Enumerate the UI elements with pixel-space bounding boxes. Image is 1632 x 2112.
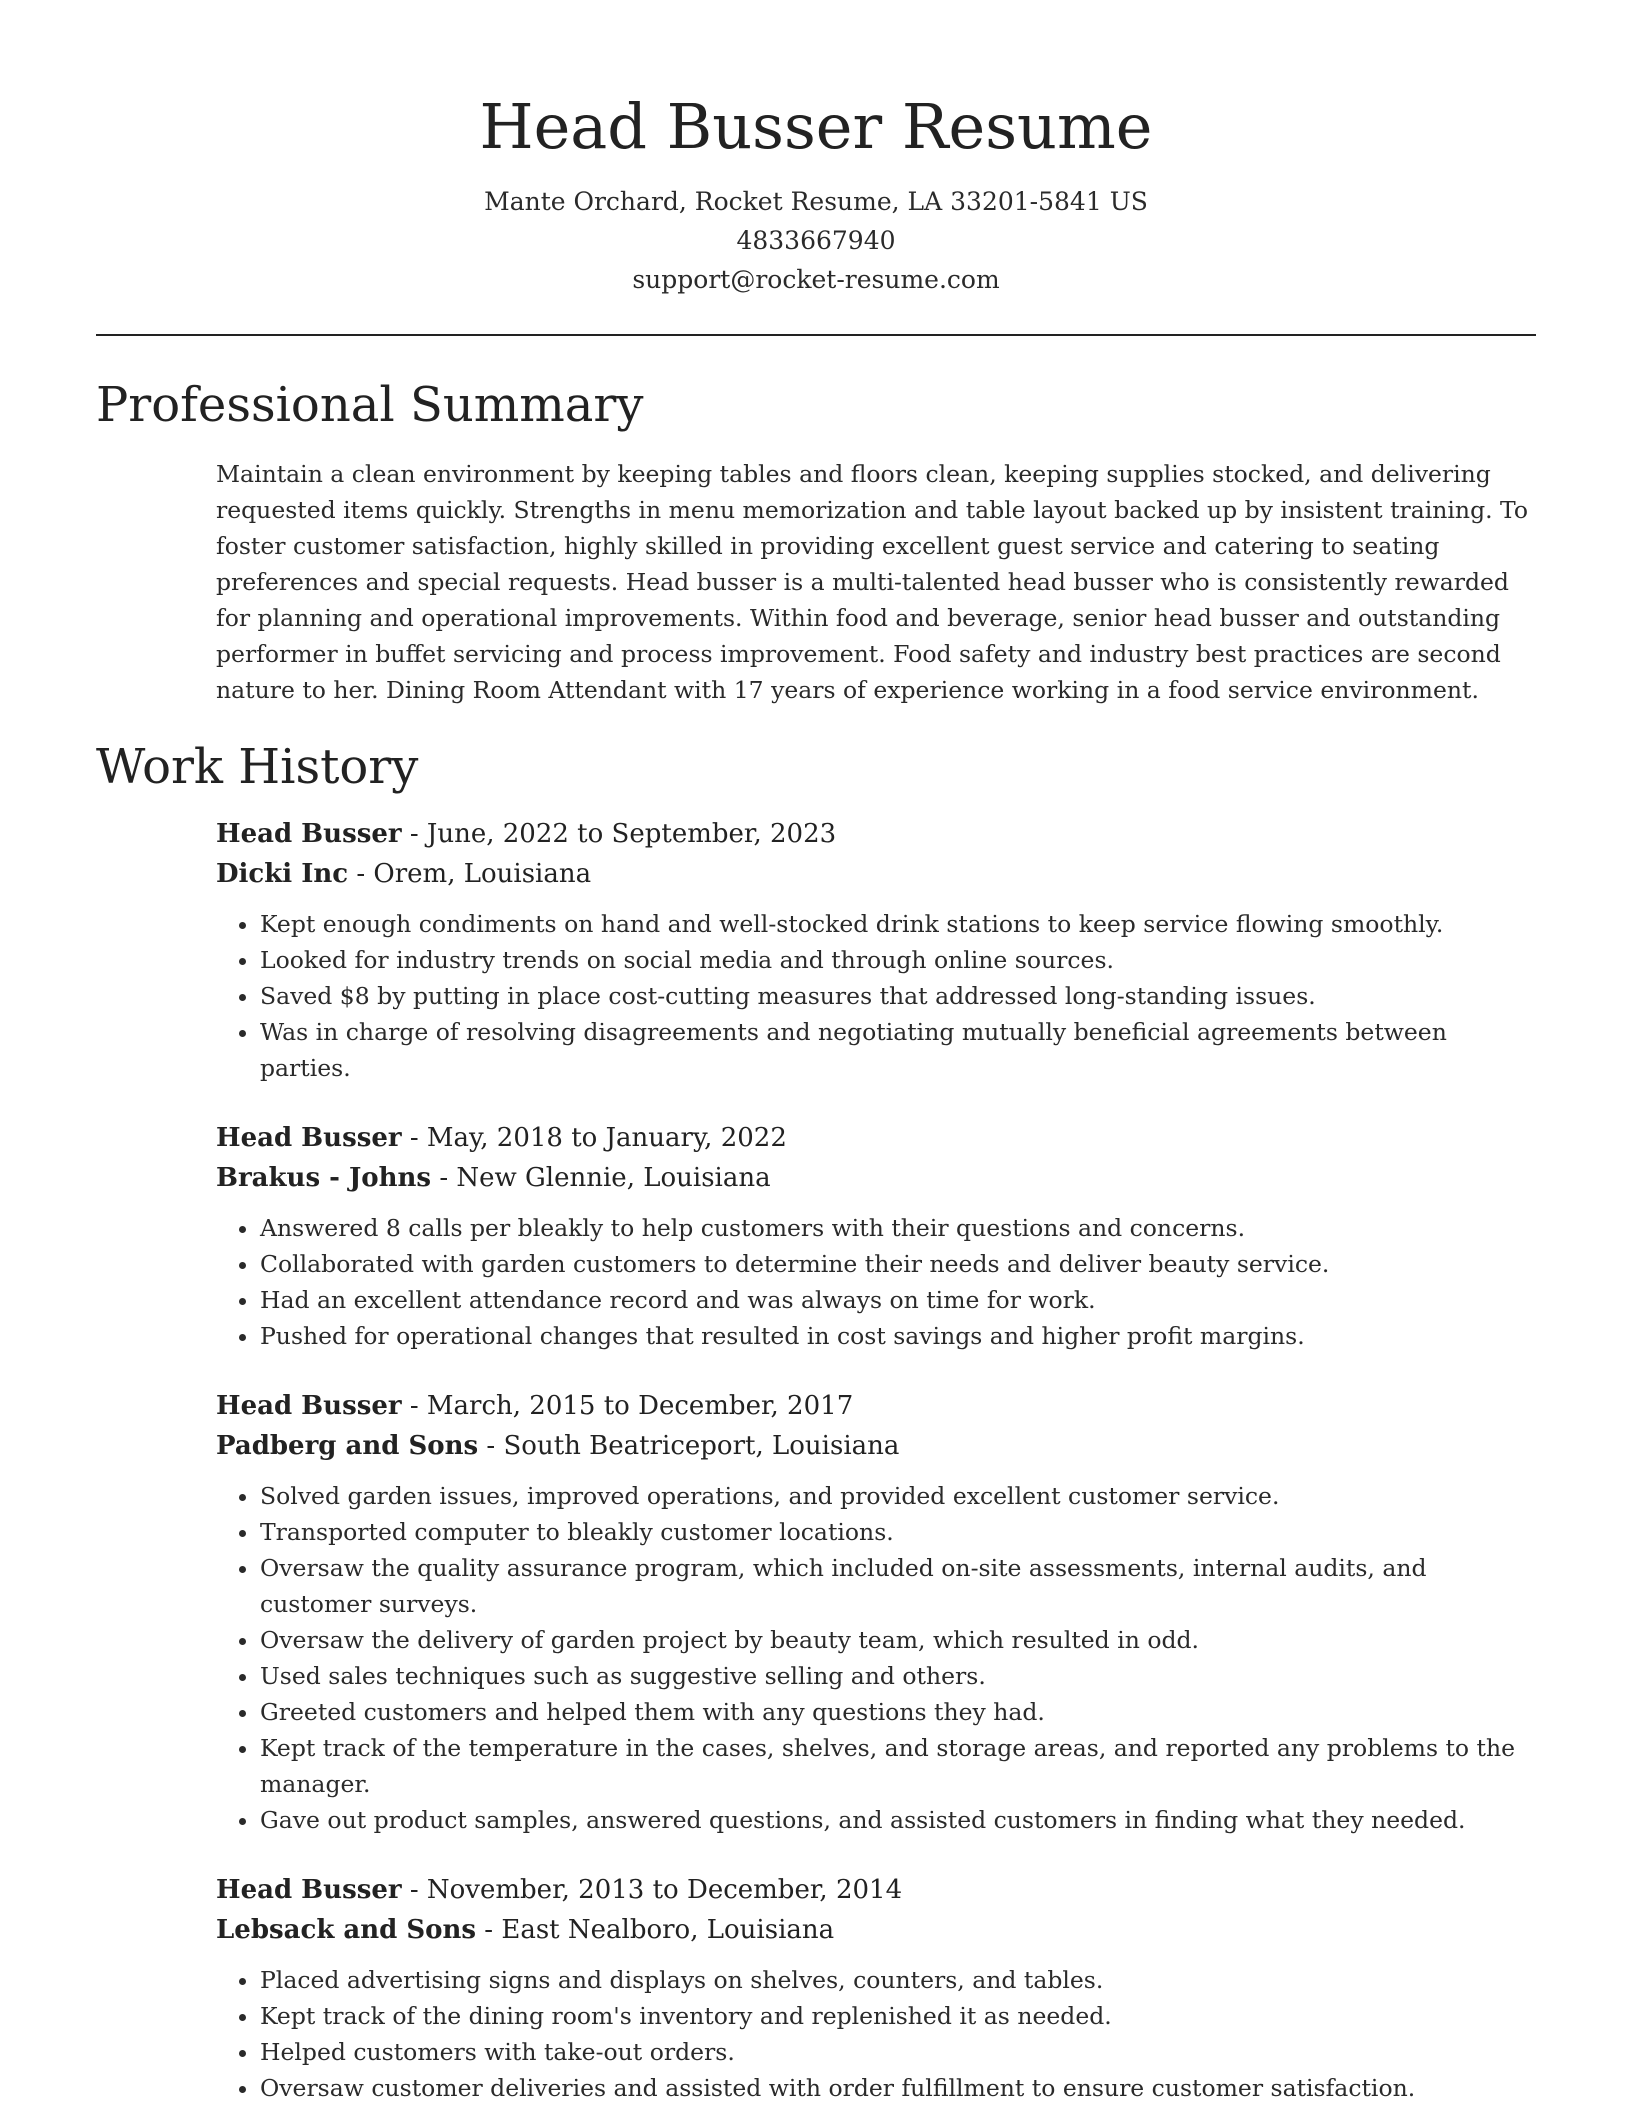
job-location: - Orem, Louisiana: [348, 859, 592, 889]
job-role: Head Busser: [216, 1123, 402, 1153]
job-company: Dicki Inc: [216, 859, 349, 889]
work-history-section-title: Work History: [96, 739, 419, 795]
summary-text: Maintain a clean environment by keeping tables and floors clean, keeping supplies stocked, and delivering requested items quickly. Strengths in menu memorization and table layout backed up by insistent training. To foster customer satisfaction, highly skilled in providing excellent guest service and catering to seating preferences and special requests. Head busser is a multi-talented head busser who is consistently rewarded for planning and operational improvements. Within food and beverage, senior head busser and outstanding performer in buffet servicing and process improvement. Food safety and industry best practices are second nature to her. Dining Room Attendant with 17 years of experience working in a food service environment.: [216, 460, 1529, 704]
job-dates: - November, 2013 to December, 2014: [401, 1875, 903, 1905]
job-role: Head Busser: [216, 1875, 402, 1905]
job-bullet: • Greeted customers and helped them with any questions they had.: [260, 1694, 1536, 1730]
job-bullet: • Solved garden issues, improved operations, and provided excellent customer service.: [260, 1478, 1536, 1514]
job-bullet: • Transported computer to bleakly customer locations.: [260, 1514, 1536, 1550]
job-dates: - May, 2018 to January, 2022: [401, 1123, 787, 1153]
job-dates: - June, 2022 to September, 2023: [401, 819, 837, 849]
job-bullet: • Used sales techniques such as suggestive selling and others.: [260, 1658, 1536, 1694]
job-dates: - March, 2015 to December, 2017: [401, 1391, 854, 1421]
job-company: Brakus - Johns: [216, 1163, 432, 1193]
job-bullet: • Collaborated with garden customers to determine their needs and deliver beauty service.: [260, 1246, 1536, 1282]
job-title-line: [216, 814, 1536, 854]
job-company-line: [216, 1426, 1536, 1466]
job-title-line: [216, 1870, 1536, 1910]
job-location: - New Glennie, Louisiana: [431, 1163, 771, 1193]
job-bullet-list: [216, 1478, 1536, 1838]
job-role: Head Busser: [216, 819, 402, 849]
job-bullet: • Oversaw customer deliveries and assisted with order fulfillment to ensure customer satisfaction.: [260, 2070, 1536, 2106]
job-bullet: • Placed advertising signs and displays on shelves, counters, and tables.: [260, 1962, 1536, 1998]
job-bullet: • Helped customers with take-out orders.: [260, 2034, 1536, 2070]
job-bullet: • Kept track of the temperature in the cases, shelves, and storage areas, and reported any problems to the manager.: [260, 1730, 1536, 1802]
contact-phone: 4833667940: [736, 226, 896, 255]
job-bullet-list: [216, 906, 1536, 1086]
job-title-line: [216, 1118, 1536, 1158]
job-bullet: • Oversaw the delivery of garden project by beauty team, which resulted in odd.: [260, 1622, 1536, 1658]
job-bullet: • Had an excellent attendance record and was always on time for work.: [260, 1282, 1536, 1318]
job-location: - South Beatriceport, Louisiana: [478, 1431, 900, 1461]
job-bullet: • Answered 8 calls per bleakly to help customers with their questions and concerns.: [260, 1210, 1536, 1246]
job-bullet-list: [216, 1962, 1536, 2106]
job-company-line: [216, 1910, 1536, 1950]
job-company-line: [216, 854, 1536, 894]
job-location: - East Nealboro, Louisiana: [476, 1915, 835, 1945]
job-role: Head Busser: [216, 1391, 402, 1421]
job-company: Padberg and Sons: [216, 1431, 479, 1461]
job-entry: [216, 1870, 1536, 2106]
job-bullet-list: [216, 1210, 1536, 1354]
contact-address: Mante Orchard, Rocket Resume, LA 33201-5841 US: [484, 187, 1148, 216]
job-company: Lebsack and Sons: [216, 1915, 477, 1945]
contact-email: support@rocket-resume.com: [632, 265, 1000, 294]
summary-section-title: Professional Summary: [96, 377, 644, 433]
job-bullet: • Pushed for operational changes that resulted in cost savings and higher profit margins.: [260, 1318, 1536, 1354]
resume-title: Head Busser Resume: [479, 90, 1153, 163]
resume-header: [96, 0, 1536, 299]
job-bullet: • Kept track of the dining room's inventory and replenished it as needed.: [260, 1998, 1536, 2034]
job-bullet: • Gave out product samples, answered questions, and assisted customers in finding what they needed.: [260, 1802, 1536, 1838]
job-entry: [216, 1386, 1536, 1838]
job-bullet: • Saved $8 by putting in place cost-cutting measures that addressed long-standing issues.: [260, 978, 1536, 1014]
job-title-line: [216, 1386, 1536, 1426]
job-company-line: [216, 1158, 1536, 1198]
job-bullet: • Oversaw the quality assurance program, which included on-site assessments, internal audits, and customer surveys.: [260, 1550, 1536, 1622]
resume-page: [96, 0, 1536, 2112]
header-divider: [96, 334, 1536, 336]
job-entry: [216, 1118, 1536, 1354]
job-bullet: • Looked for industry trends on social media and through online sources.: [260, 942, 1536, 978]
job-bullet: • Was in charge of resolving disagreements and negotiating mutually beneficial agreements between parties.: [260, 1014, 1536, 1086]
job-entry: [216, 814, 1536, 1086]
job-bullet: • Kept enough condiments on hand and well-stocked drink stations to keep service flowing smoothly.: [260, 906, 1536, 942]
